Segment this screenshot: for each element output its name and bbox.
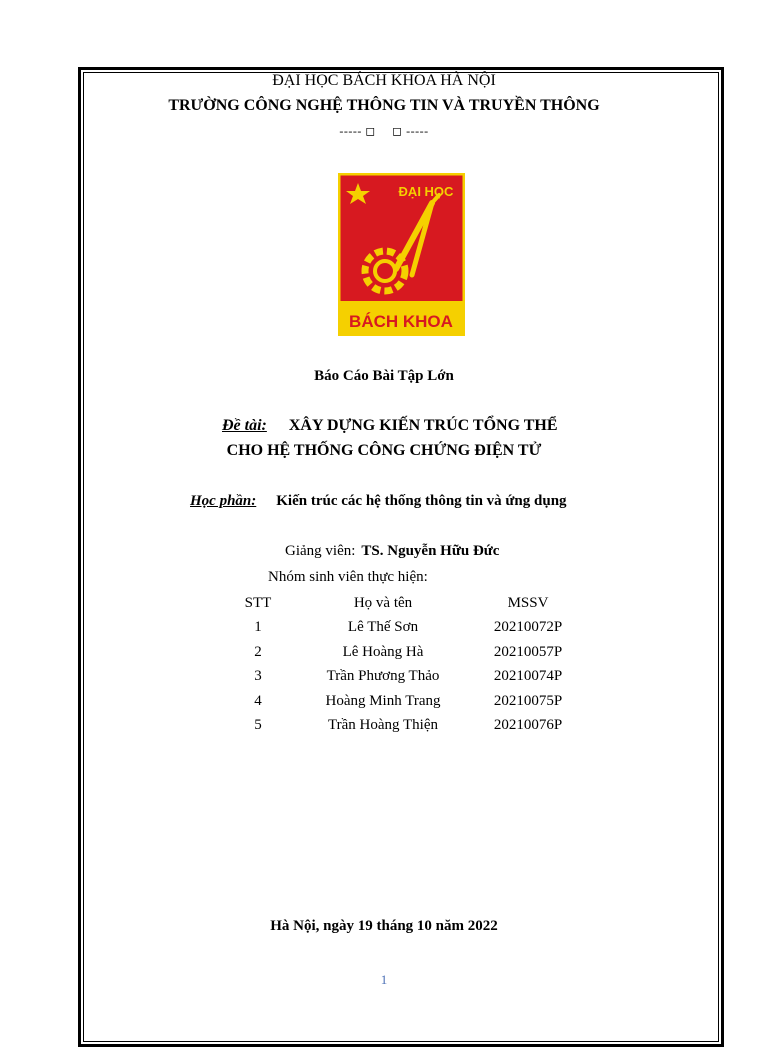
topic-title-1: XÂY DỰNG KIẾN TRÚC TỔNG THỂ [288,417,558,434]
member-stt: 5 [254,717,262,734]
member-row [228,689,578,714]
lecturer-line [285,543,499,560]
member-stt: 4 [254,692,262,709]
member-name: Hoàng Minh Trang [325,692,441,709]
members-header-row [228,591,578,616]
report-title: Báo Cáo Bài Tập Lớn [314,368,454,384]
member-name: Trần Hoàng Thiện [328,717,438,734]
member-mssv: 20210074P [493,668,563,685]
lecturer-name: TS. Nguyễn Hữu Đức [361,543,500,559]
logo-top-text: ĐẠI HỌC [398,184,454,199]
member-name: Lê Hoàng Hà [342,643,424,660]
group-label: Nhóm sinh viên thực hiện: [268,569,428,585]
member-row [228,665,578,690]
course-label: Học phần: [190,493,257,509]
member-stt: 3 [254,668,262,685]
header-name: Họ và tên [353,594,413,611]
ornament-divider: ----- ◻ ⃝ ◻ ----- [339,124,429,138]
member-name: Lê Thế Sơn [347,619,419,636]
member-row [228,616,578,641]
header-mssv: MSSV [507,594,549,611]
member-mssv: 20210057P [493,643,563,660]
member-mssv: 20210072P [493,619,563,636]
member-row [228,640,578,665]
logo-bottom-text: BÁCH KHOA [349,312,453,331]
topic-title-2: CHO HỆ THỐNG CÔNG CHỨNG ĐIỆN TỬ [226,442,542,459]
member-stt: 1 [254,619,262,636]
members-table [228,591,578,738]
course-line [190,493,567,510]
date-line: Hà Nội, ngày 19 tháng 10 năm 2022 [270,918,498,934]
page-number: 1 [380,972,388,987]
bach-khoa-logo [338,173,465,336]
topic-line-1 [222,417,558,435]
member-stt: 2 [254,643,262,660]
school-name: TRƯỜNG CÔNG NGHỆ THÔNG TIN VÀ TRUYỀN THÔNG [168,97,600,114]
course-name: Kiến trúc các hệ thống thông tin và ứng dụng [276,493,567,509]
member-row [228,714,578,739]
header-stt: STT [244,594,272,611]
member-mssv: 20210075P [493,692,563,709]
university-name: ĐẠI HỌC BÁCH KHOA HÀ NỘI [272,72,496,89]
member-name: Trần Phương Thảo [326,668,440,685]
member-mssv: 20210076P [493,717,563,734]
lecturer-label: Giảng viên: [285,543,356,559]
topic-label: Đề tài: [222,417,267,434]
